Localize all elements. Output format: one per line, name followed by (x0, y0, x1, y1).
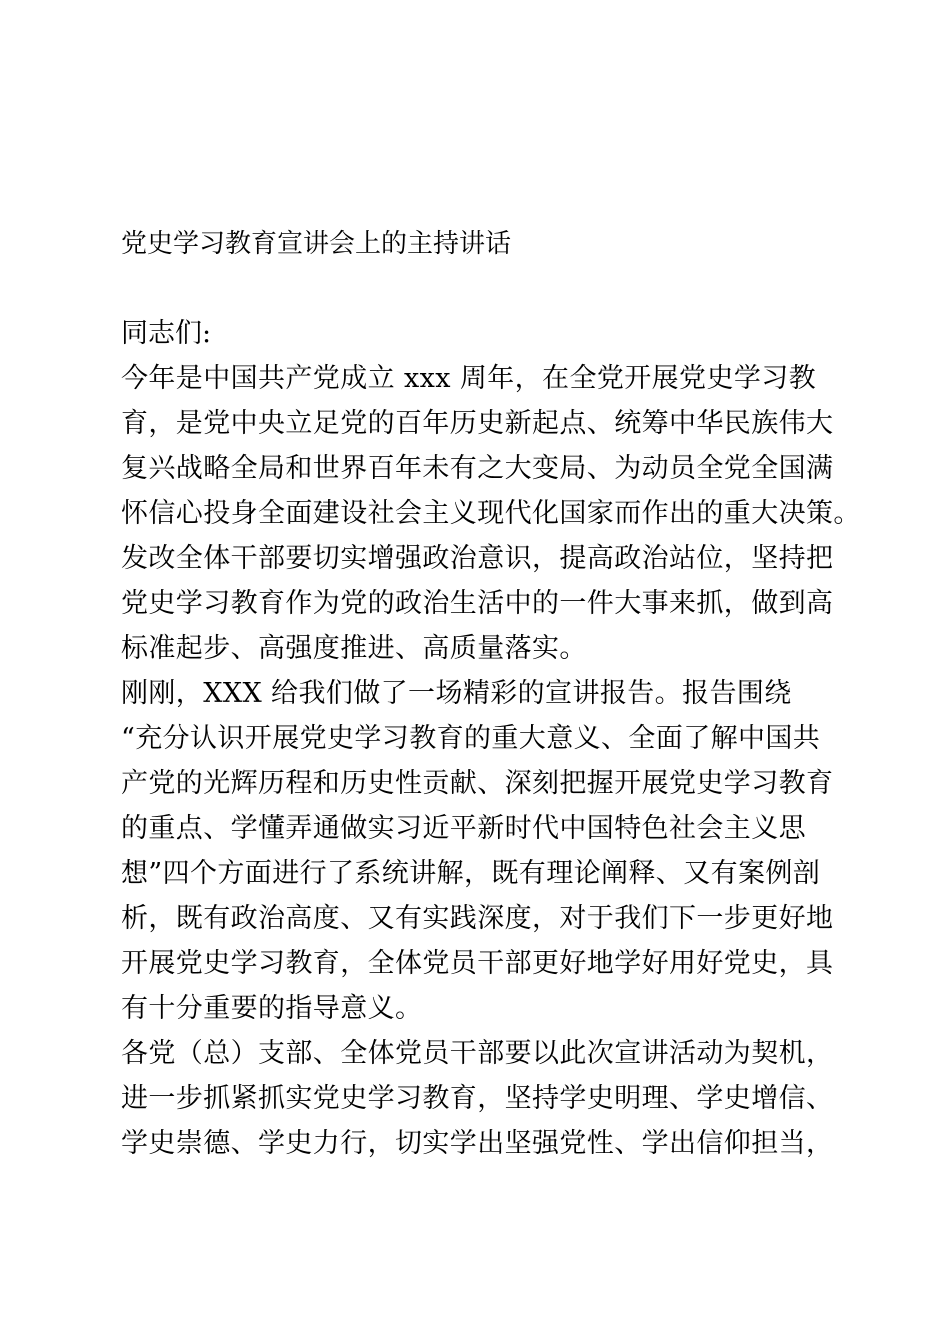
body-line: 复兴战略全局和世界百年未有之大变局、为动员全党全国满 (121, 453, 834, 484)
body-line: 今年是中国共产党成立 xxx 周年，在全党开展党史学习教 (121, 363, 817, 394)
body-line: 发改全体干部要切实增强政治意识，提高政治站位，坚持把 (121, 543, 834, 574)
body-line: 怀信心投身全面建设社会主义现代化国家而作出的重大决策。 (121, 498, 861, 529)
document-title: 党史学习教育宣讲会上的主持讲话 (121, 229, 512, 259)
document-body (121, 311, 861, 1166)
body-line: 标准起步、高强度推进、高质量落实。 (121, 633, 587, 664)
salutation: 同志们: (121, 318, 212, 349)
body-line: 各党（总）支部、全体党员干部要以此次宣讲活动为契机， (121, 1038, 834, 1069)
body-line: 学史崇德、学史力行，切实学出坚强党性、学出信仰担当， (121, 1128, 834, 1159)
body-line: 进一步抓紧抓实党史学习教育，坚持学史明理、学史增信、 (121, 1083, 834, 1114)
body-line: 的重点、学懂弄通做实习近平新时代中国特色社会主义思 (121, 813, 806, 844)
body-line: 开展党史学习教育，全体党员干部更好地学好用好党史，具 (121, 948, 834, 979)
body-line: 想”四个方面进行了系统讲解，既有理论阐释、又有案例剖 (121, 858, 821, 889)
body-line: 有十分重要的指导意义。 (121, 993, 423, 1024)
body-line: 育，是党中央立足党的百年历史新起点、统筹中华民族伟大 (121, 408, 834, 439)
body-line: 党史学习教育作为党的政治生活中的一件大事来抓，做到高 (121, 588, 834, 619)
body-line: “充分认识开展党史学习教育的重大意义、全面了解中国共 (121, 723, 821, 754)
body-line: 产党的光辉历程和历史性贡献、深刻把握开展党史学习教育 (121, 768, 834, 799)
body-line: 刚刚，XXX 给我们做了一场精彩的宣讲报告。报告围绕 (121, 678, 792, 709)
body-line: 析，既有政治高度、又有实践深度，对于我们下一步更好地 (121, 903, 834, 934)
